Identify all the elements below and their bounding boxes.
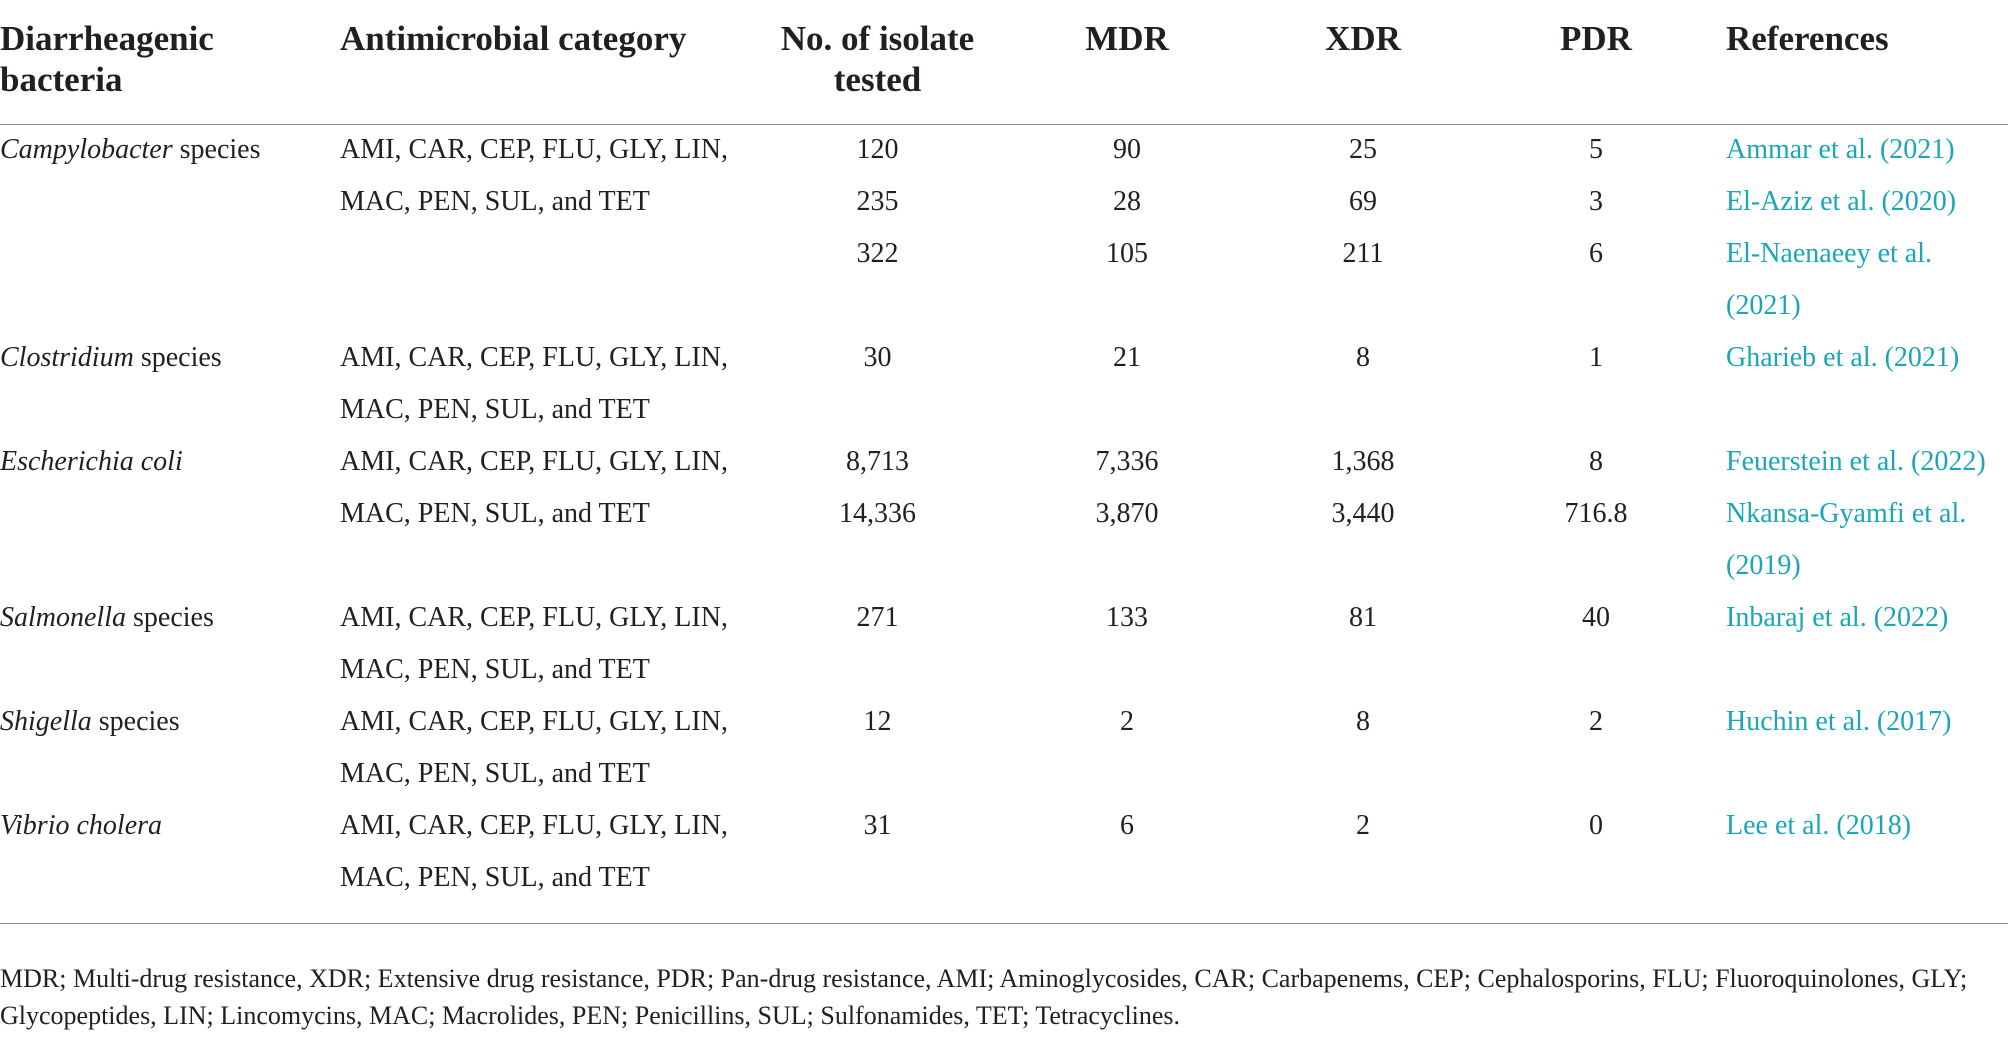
cell-mdr: 6 (1120, 810, 1134, 841)
table-row (0, 436, 2008, 488)
table-row (0, 800, 2008, 852)
cell-reference[interactable]: Inbaraj et al. (2022) (1726, 602, 1949, 633)
cell-isolates: 14,336 (839, 498, 916, 529)
table-row (0, 592, 2008, 644)
cell-xdr: 8 (1356, 706, 1370, 737)
cell-reference[interactable]: Lee et al. (2018) (1726, 810, 1912, 841)
table-header (0, 18, 2008, 124)
cell-xdr: 25 (1349, 134, 1377, 165)
table-row (0, 280, 2008, 332)
cell-xdr: 8 (1356, 342, 1370, 373)
bacteria-suffix: species (91, 706, 180, 737)
cell-mdr: 7,336 (1095, 446, 1159, 477)
header-bacteria: Diarrheagenic bacteria (0, 19, 214, 99)
cell-pdr: 2 (1589, 706, 1603, 737)
cell-isolates: 120 (856, 134, 899, 165)
cell-isolates: 12 (863, 706, 892, 737)
cell-category: AMI, CAR, CEP, FLU, GLY, LIN, (340, 342, 728, 373)
cell-xdr: 69 (1349, 186, 1377, 217)
cell-reference[interactable]: Ammar et al. (2021) (1726, 134, 1955, 165)
cell-pdr: 0 (1589, 810, 1603, 841)
cell-reference[interactable]: Gharieb et al. (2021) (1726, 342, 1960, 373)
bottom-rule (0, 923, 2008, 924)
cell-pdr: 716.8 (1564, 498, 1628, 529)
header-references: References (1726, 19, 1889, 58)
bacteria-suffix: species (172, 134, 261, 165)
bacteria-genus: Vibrio cholera (0, 810, 163, 841)
cell-category: MAC, PEN, SUL, and TET (340, 862, 650, 893)
table-row (0, 540, 2008, 592)
cell-reference[interactable]: Huchin et al. (2017) (1726, 706, 1952, 737)
table-footnote: MDR; Multi-drug resistance, XDR; Extensive drug resistance, PDR; Pan-drug resistance, AMI; Aminoglycosides, CAR; Carbapenems, CEP; Cephalosporins, FLU; Fluoroquinolones, GLY; Glycopeptides, LIN; Lincomycins, MAC; Macrolides, PEN; Penicillins, SUL; Sulfonamides, TET; Tetracyclines. (0, 964, 1968, 1030)
cell-isolates: 235 (856, 186, 899, 217)
cell-bacteria (0, 436, 183, 488)
cell-category: AMI, CAR, CEP, FLU, GLY, LIN, (340, 134, 728, 165)
cell-category: AMI, CAR, CEP, FLU, GLY, LIN, (340, 810, 728, 841)
table-row (0, 748, 2008, 800)
cell-mdr: 105 (1106, 238, 1148, 269)
cell-isolates: 30 (863, 342, 892, 373)
table-row (0, 644, 2008, 696)
table-row (0, 176, 2008, 228)
cell-bacteria (0, 800, 162, 852)
cell-isolates: 271 (856, 602, 899, 633)
cell-mdr: 3,870 (1095, 498, 1159, 529)
cell-pdr: 40 (1582, 602, 1610, 633)
cell-mdr: 2 (1120, 706, 1134, 737)
header-isolates: No. of isolate tested (780, 19, 975, 99)
table-row (0, 488, 2008, 540)
table-row (0, 384, 2008, 436)
cell-isolates: 322 (856, 238, 899, 269)
cell-bacteria (0, 592, 214, 644)
cell-bacteria (0, 124, 261, 176)
cell-bacteria (0, 696, 180, 748)
bacteria-genus: Clostridium (0, 342, 134, 373)
cell-category: MAC, PEN, SUL, and TET (340, 758, 650, 789)
cell-mdr: 133 (1106, 602, 1148, 633)
cell-reference[interactable]: El-Naenaeey et al. (1726, 238, 1932, 269)
cell-reference[interactable]: Nkansa-Gyamfi et al. (1726, 498, 1967, 529)
cell-isolates: 31 (863, 810, 892, 841)
cell-pdr: 8 (1589, 446, 1603, 477)
cell-mdr: 28 (1113, 186, 1141, 217)
cell-pdr: 6 (1589, 238, 1603, 269)
table-row (0, 228, 2008, 280)
table-row (0, 124, 2008, 176)
cell-category: AMI, CAR, CEP, FLU, GLY, LIN, (340, 602, 728, 633)
bacteria-genus: Shigella (0, 706, 92, 737)
cell-pdr: 5 (1589, 134, 1603, 165)
cell-mdr: 90 (1113, 134, 1141, 165)
cell-category: MAC, PEN, SUL, and TET (340, 654, 650, 685)
cell-mdr: 21 (1113, 342, 1141, 373)
header-mdr: MDR (1085, 19, 1169, 58)
bacteria-genus: Campylobacter (0, 134, 173, 165)
header-xdr: XDR (1325, 19, 1401, 58)
cell-xdr: 2 (1356, 810, 1370, 841)
cell-xdr: 211 (1342, 238, 1384, 269)
table-row (0, 852, 2008, 904)
cell-xdr: 3,440 (1331, 498, 1395, 529)
table-row (0, 332, 2008, 384)
bacteria-suffix: species (133, 342, 222, 373)
cell-bacteria (0, 332, 222, 384)
cell-category: AMI, CAR, CEP, FLU, GLY, LIN, (340, 706, 728, 737)
cell-pdr: 1 (1589, 342, 1603, 373)
bacteria-genus: Salmonella (0, 602, 126, 633)
cell-isolates: 8,713 (846, 446, 909, 477)
bacteria-suffix: species (126, 602, 214, 633)
cell-reference[interactable]: Feuerstein et al. (2022) (1726, 446, 1986, 477)
cell-category: AMI, CAR, CEP, FLU, GLY, LIN, (340, 446, 728, 477)
header-category: Antimicrobial category (340, 19, 687, 58)
cell-reference[interactable]: (2021) (1726, 290, 1801, 321)
cell-reference[interactable]: (2019) (1726, 550, 1801, 581)
cell-category: MAC, PEN, SUL, and TET (340, 186, 650, 217)
table-row (0, 696, 2008, 748)
header-pdr: PDR (1560, 19, 1632, 58)
bacteria-genus: Escherichia coli (0, 446, 183, 477)
cell-pdr: 3 (1589, 186, 1603, 217)
cell-reference[interactable]: El-Aziz et al. (2020) (1726, 186, 1957, 217)
cell-category: MAC, PEN, SUL, and TET (340, 498, 650, 529)
cell-category: MAC, PEN, SUL, and TET (340, 394, 650, 425)
cell-xdr: 1,368 (1331, 446, 1395, 477)
cell-xdr: 81 (1349, 602, 1377, 633)
